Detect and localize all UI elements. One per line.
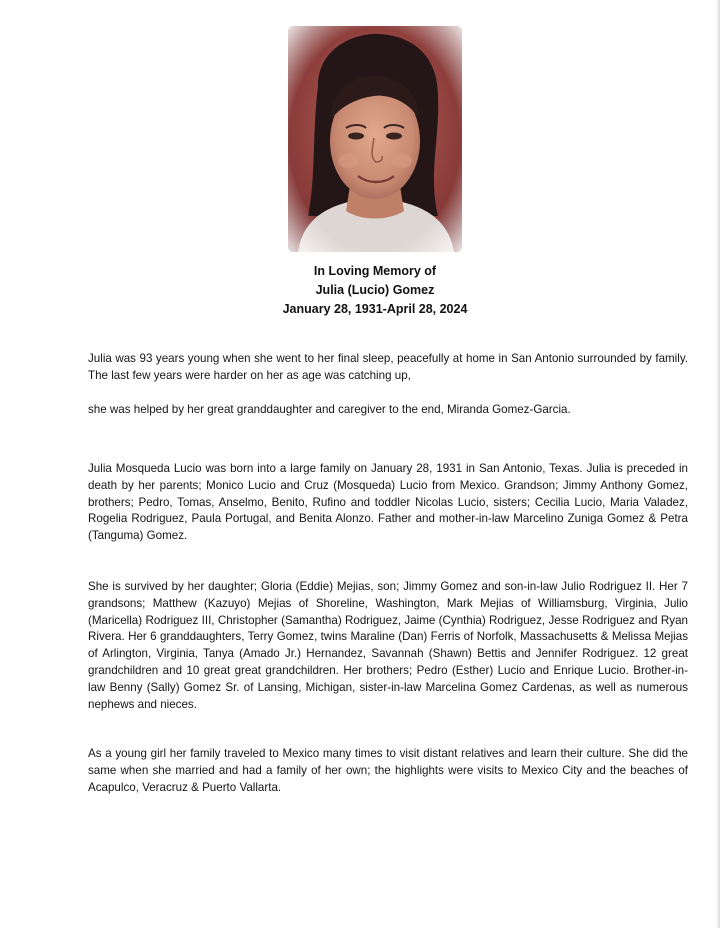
heading-title: In Loving Memory of <box>313 264 437 278</box>
paragraph-final-sleep: Julia was 93 years young when she went to her final sleep, peacefully at home in San Antonio surrounded by family. The last few years were harder on her as age was catching up, <box>88 352 688 382</box>
paragraph-survived-by: She is survived by her daughter; Gloria (Eddie) Mejias, son; Jimmy Gomez and son-in-law Julio Rodriguez II. Her 7 grandsons; Matthew (Kazuyo) Mejias of Shoreline, Washington, Mark Mejias of Williamsburg, Virginia, Julio (Maricella) Rodriguez III, Christopher (Samantha) Rodriguez, Jaime (Cynthia) Rodriguez, Jesse Rodriguez and Ryan Rivera. Her 6 granddaughters, Terry Gomez, twins Maraline (Dan) Ferris of Norfolk, Massachusetts & Melissa Mejias of Arlington, Virginia, Tanya (Amado Jr.) Hernandez, Savannah (Shawn) Bettis and Jennifer Rodriguez. 12 great grandchildren and 10 great great grandchildren. Her brothers; Pedro (Esther) Lucio and Enrique Lucio. Brother-in-law Benny (Sally) Gomez Sr. of Lansing, Michigan, sister-in-law Marcelina Gomez Cardenas, as well as numerous nephews and nieces. <box>88 580 688 711</box>
heading-name: Julia (Lucio) Gomez <box>315 283 435 297</box>
portrait-photo <box>288 26 462 252</box>
heading-dates: January 28, 1931-April 28, 2024 <box>282 302 468 316</box>
paragraph-preceded-in-death: Julia Mosqueda Lucio was born into a large family on January 28, 1931 in San Antonio, Texas. Julia is preceded in death by her parents; Monico Lucio and Cruz (Mosqueda) Lucio from Mexico. Grandson; Jimmy Anthony Gomez, brothers; Pedro, Tomas, Anselmo, Benito, Rufino and toddler Nicolas Lucio, sisters; Cecilia Lucio, Maria Valadez, Rogelia Rodriguez, Paula Portugal, and Benita Alonzo. Father and mother-in-law Marcelino Zuniga Gomez & Petra (Tanguma) Gomez. <box>88 462 688 543</box>
paragraph-travels: As a young girl her family traveled to Mexico many times to visit distant relatives and learn their culture. She did the same when she married and had a family of her own; the highlights were visits to Mexico City and the beaches of Acapulco, Veracruz & Puerto Vallarta. <box>88 747 688 794</box>
memorial-heading <box>0 262 720 319</box>
paragraph-caregiver: she was helped by her great granddaughter and caregiver to the end, Miranda Gomez-Garcia. <box>88 403 571 416</box>
